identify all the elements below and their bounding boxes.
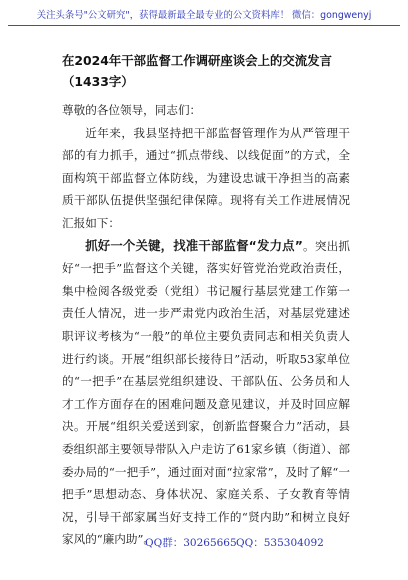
document-title: 在2024年干部监督工作调研座谈会上的交流发言（1433字）	[62, 53, 332, 89]
salutation: 尊敬的各位领导，同志们：	[62, 103, 202, 117]
qq-group-text: QQ群：30265665	[145, 537, 237, 549]
section1-body: 。突出抓好“一把手”监督这个关键，落实好管党治党政治责任，集中检阅各级党委（党组）书记履行基层党建工作第一责任人情况，进一步严肃党内政治生活，对基层党建述职评议考核为“一般”的单位主要负责同志和相关负责人进行约谈。开展“组织部长接待日”活动，听取53家单位的“一把手”在基层党组织建设、干部队伍、公务员和人才工作方面存在的困难问题及意见建议，并及时回应解决。开展“组织关爱送到家，创新监督聚合力”活动，县委组织部主要领导带队入户走访了61家乡镇（街道）、部委办局的“一把手”，通过面对面“拉家常”，及时了解“一把手”思想动态、身体状况、家庭关系、子女教育等情况，引导干部家属当好支持工作的“贤内助”和树立良好家风的“廉内助”。	[62, 238, 350, 547]
page-header-banner	[8, 3, 400, 27]
section1-heading: 抓好一个关键，找准干部监督“发力点”	[85, 237, 303, 253]
header-divider	[8, 25, 400, 26]
qq-number-text: QQ：535304092	[236, 537, 324, 549]
intro-paragraph: 近年来，我县坚持把干部监督管理作为从严管理干部的有力抓手，通过“抓点带线、以线促面”的方式，全面构筑干部监督立体防线，为建设忠诚干净担当的高素质干部队伍提供坚强纪律保障。现将有关工作进展情况汇报如下：	[62, 125, 350, 230]
section1-paragraph	[62, 235, 350, 551]
page-footer	[0, 531, 408, 551]
document-body	[62, 50, 350, 551]
banner-text: 关注头条号"公文研究"，获得最新最全最专业的公文资料库！ 微信：gongwenyj	[36, 10, 372, 21]
